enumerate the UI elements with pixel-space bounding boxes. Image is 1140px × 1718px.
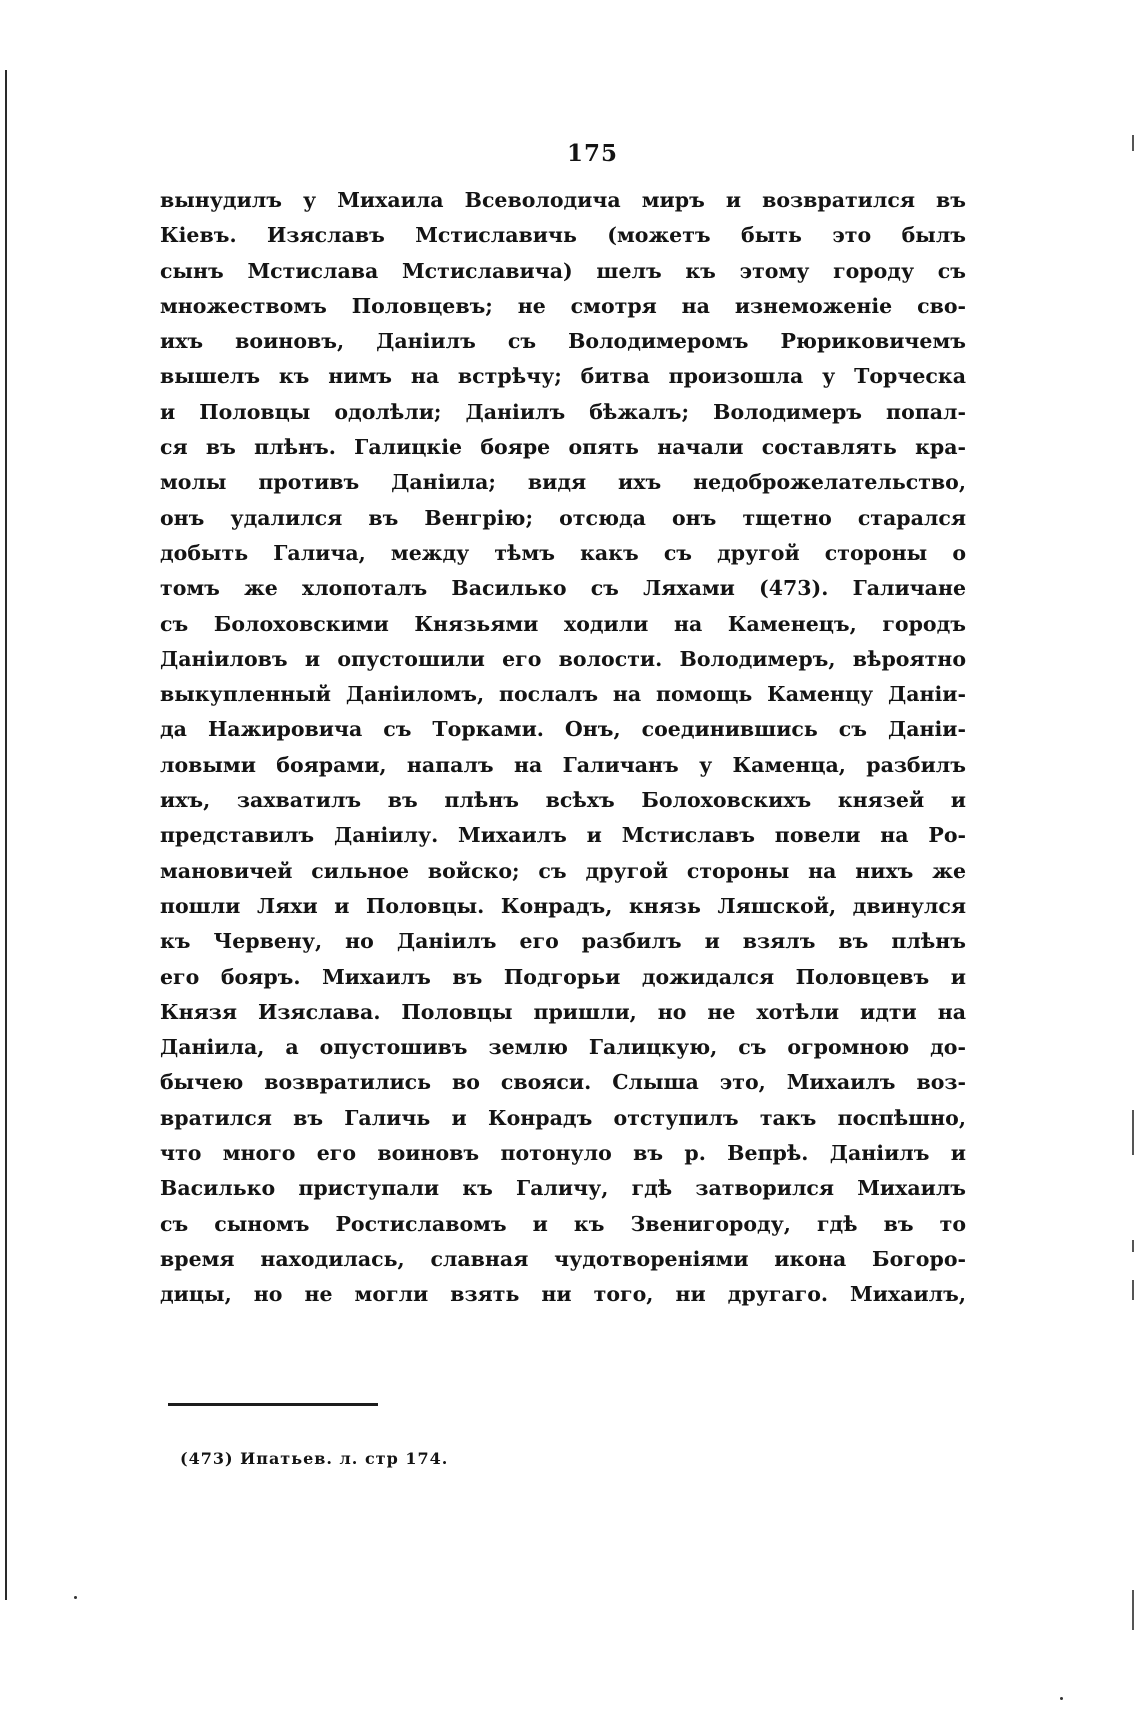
text-line: множествомъ Половцевъ; не смотря на изнеможеніе сво-: [160, 293, 966, 318]
scan-speck: [74, 1596, 77, 1599]
page-edge-mark: [1132, 1590, 1134, 1630]
text-line: представилъ Даніилу. Михаилъ и Мстиславъ повели на Ро-: [160, 823, 966, 848]
text-line: время находилась, славная чудотвореніями икона Богоро-: [160, 1246, 966, 1271]
text-line: добыть Галича, между тѣмъ какъ съ другой стороны о: [160, 540, 966, 565]
text-line: Василько приступали къ Галичу, гдѣ затворился Михаилъ: [160, 1176, 966, 1201]
text-line: что много его воиновъ потонуло въ р. Вепрѣ. Даніилъ и: [160, 1141, 966, 1166]
footnote-rule: [168, 1403, 378, 1406]
scan-speck: [1060, 1697, 1063, 1700]
body-text: [160, 183, 966, 1313]
text-line: Даніила, а опустошивъ землю Галицкую, съ огромною до-: [160, 1035, 966, 1060]
page-edge-mark: [1132, 1240, 1134, 1252]
text-line: вышелъ къ нимъ на встрѣчу; битва произошла у Торческа: [160, 364, 966, 389]
text-line: онъ удалился въ Венгрію; отсюда онъ тщетно старался: [160, 505, 966, 530]
text-line: и Половцы одолѣли; Даніилъ бѣжалъ; Володимеръ попал-: [160, 399, 966, 424]
text-line: къ Червену, но Даніилъ его разбилъ и взялъ въ плѣнъ: [160, 929, 966, 954]
text-line: мановичей сильное войско; съ другой стороны на нихъ же: [160, 858, 966, 883]
text-line: съ Болоховскими Князьями ходили на Каменецъ, городъ: [160, 611, 966, 636]
text-line: его бояръ. Михаилъ въ Подгорьи дожидался Половцевъ и: [160, 964, 966, 989]
text-line: ихъ воиновъ, Даніилъ съ Володимеромъ Рюриковичемъ: [160, 329, 966, 354]
text-line: дицы, но не могли взять ни того, ни другаго. Михаилъ,: [160, 1282, 966, 1307]
text-line: томъ же хлопоталъ Василько съ Ляхами (473). Галичане: [160, 576, 966, 601]
text-line: бычею возвратились во свояси. Слыша это, Михаилъ воз-: [160, 1070, 966, 1095]
footnote: (473) Ипатьев. л. стр 174.: [180, 1449, 449, 1468]
text-line: Кіевъ. Изяславъ Мстиславичь (можетъ быть это былъ: [160, 223, 966, 248]
text-line: вратился въ Галичь и Конрадъ отступилъ такъ поспѣшно,: [160, 1105, 966, 1130]
page-number: 175: [566, 140, 618, 167]
text-line: Даніиловъ и опустошили его волости. Володимеръ, вѣроятно: [160, 646, 966, 671]
text-line: съ сыномъ Ростиславомъ и къ Звенигороду, гдѣ въ то: [160, 1211, 966, 1236]
text-line: Князя Изяслава. Половцы пришли, но не хотѣли идти на: [160, 999, 966, 1024]
text-line: молы противъ Даніила; видя ихъ недоброжелательство,: [160, 470, 966, 495]
text-line: ихъ, захватилъ въ плѣнъ всѣхъ Болоховскихъ князей и: [160, 788, 966, 813]
text-line: сынъ Мстислава Мстиславича) шелъ къ этому городу съ: [160, 258, 966, 283]
text-line: выкупленный Даніиломъ, послалъ на помощь Каменцу Даніи-: [160, 682, 966, 707]
text-line: ловыми боярами, напалъ на Галичанъ у Каменца, разбилъ: [160, 752, 966, 777]
text-line: да Нажировича съ Торками. Онъ, соединившись съ Даніи-: [160, 717, 966, 742]
page-edge-mark: [1132, 1280, 1134, 1300]
text-line: вынудилъ у Михаила Всеволодича миръ и возвратился въ: [160, 188, 966, 212]
text-line: ся въ плѣнъ. Галицкіе бояре опять начали составлять кра-: [160, 435, 966, 460]
page-edge-mark: [1132, 1110, 1134, 1155]
text-line: пошли Ляхи и Половцы. Конрадъ, князь Ляшской, двинулся: [160, 893, 966, 918]
page-edge-shadow: [5, 70, 7, 1600]
